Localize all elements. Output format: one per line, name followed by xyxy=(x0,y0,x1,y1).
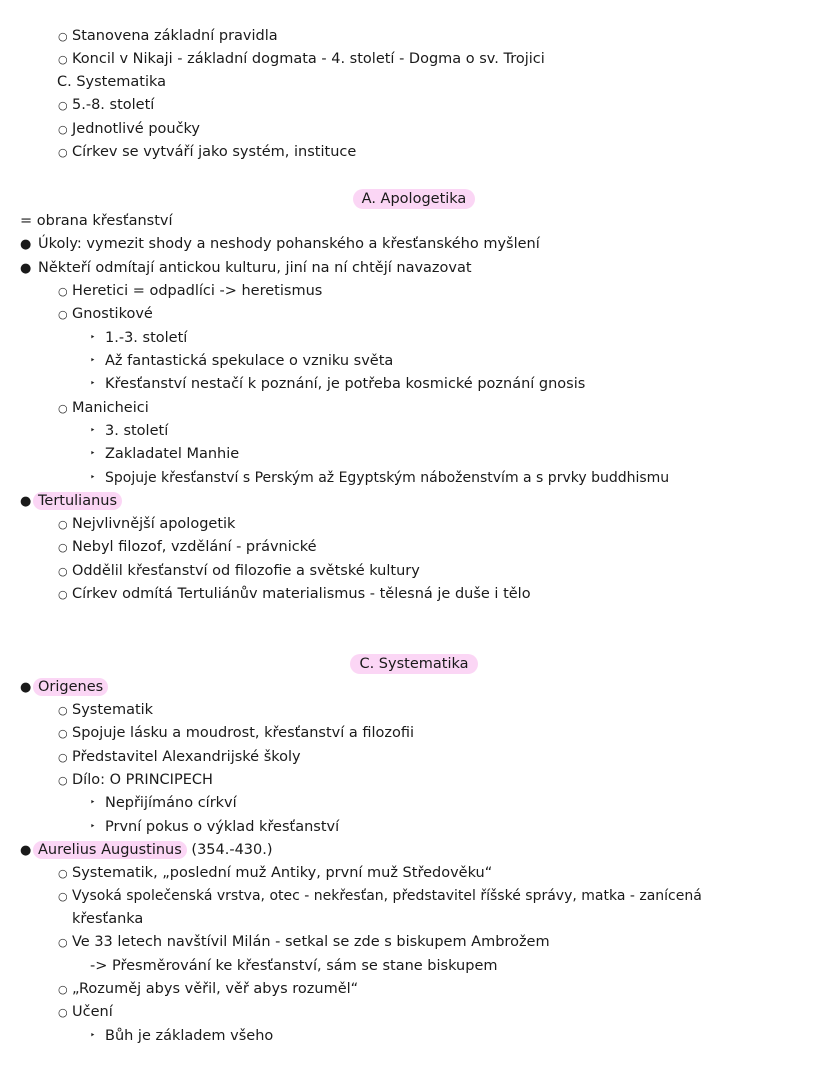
circle-bullet-icon: ○ xyxy=(58,123,68,136)
list-item-text: Systematik, „poslední muž Antiky, první muž Středověku“ xyxy=(72,865,493,881)
list-item-text: Křesťanství nestačí k poznání, je potřeba kosmické poznání gnosis xyxy=(105,376,586,392)
highlight-wrapper xyxy=(33,839,273,862)
circle-bullet-icon: ○ xyxy=(58,727,68,740)
list-item xyxy=(0,955,828,978)
triangle-bullet-icon: ‣ xyxy=(90,449,96,459)
section-heading-label: C. Systematika xyxy=(350,654,477,674)
list-item-text: Heretici = odpadlíci -> heretismus xyxy=(72,283,323,299)
triangle-bullet-icon: ‣ xyxy=(90,1031,96,1041)
list-item xyxy=(0,676,828,699)
list-item xyxy=(0,746,828,769)
list-item xyxy=(0,327,828,350)
list-item-text: Stanovena základní pravidla xyxy=(72,28,278,44)
list-item xyxy=(0,141,828,164)
highlight-wrapper xyxy=(33,490,122,513)
circle-bullet-icon: ○ xyxy=(58,565,68,578)
list-item-text: Systematik xyxy=(72,702,154,718)
circle-bullet-icon: ○ xyxy=(58,541,68,554)
highlighted-name: Aurelius Augustinus xyxy=(33,841,187,859)
list-item xyxy=(0,560,828,583)
list-item xyxy=(0,210,828,233)
list-item xyxy=(0,233,828,256)
list-item-text: Představitel Alexandrijské školy xyxy=(72,749,301,765)
list-item xyxy=(0,699,828,722)
list-item-text: Koncil v Nikaji - základní dogmata - 4. století - Dogma o sv. Trojici xyxy=(72,51,545,67)
circle-bullet-icon: ○ xyxy=(58,30,68,43)
highlighted-name: Origenes xyxy=(33,678,108,696)
list-item xyxy=(0,397,828,420)
circle-bullet-icon: ○ xyxy=(58,285,68,298)
list-item xyxy=(0,48,828,71)
circle-bullet-icon: ○ xyxy=(58,53,68,66)
circle-bullet-icon: ○ xyxy=(58,774,68,787)
list-item-text: Až fantastická spekulace o vzniku světa xyxy=(105,353,394,369)
list-item-text: Nepřijímáno církví xyxy=(105,795,237,811)
highlighted-name: Tertulianus xyxy=(33,492,122,510)
list-item-text: 1.-3. století xyxy=(105,330,188,346)
list-item-text: 3. století xyxy=(105,423,169,439)
list-item-text: Bůh je základem všeho xyxy=(105,1028,274,1044)
circle-bullet-icon: ○ xyxy=(58,936,68,949)
list-item-text: Manicheici xyxy=(72,400,149,416)
list-item xyxy=(0,583,828,606)
list-item xyxy=(0,862,828,885)
highlight-wrapper xyxy=(33,676,108,699)
list-item xyxy=(0,25,828,48)
section-heading-label: A. Apologetika xyxy=(353,189,476,209)
list-item-text: První pokus o výklad křesťanství xyxy=(105,819,340,835)
list-item-text: Gnostikové xyxy=(72,306,153,322)
circle-bullet-icon: ○ xyxy=(58,308,68,321)
list-item xyxy=(0,816,828,839)
list-item-text: -> Přesměrování ke křesťanství, sám se stane biskupem xyxy=(90,958,498,974)
dot-bullet-icon: ● xyxy=(20,237,32,252)
list-item-text: „Rozuměj abys věřil, věř abys rozuměl“ xyxy=(72,981,359,997)
list-item-text: Dílo: O PRINCIPECH xyxy=(72,772,213,788)
list-item-text: Nejvlivnější apologetik xyxy=(72,516,236,532)
circle-bullet-icon: ○ xyxy=(58,1006,68,1019)
triangle-bullet-icon: ‣ xyxy=(90,426,96,436)
list-item xyxy=(0,769,828,792)
triangle-bullet-icon: ‣ xyxy=(90,822,96,832)
list-item xyxy=(0,490,828,513)
circle-bullet-icon: ○ xyxy=(58,867,68,880)
list-item-text: Oddělil křesťanství od filozofie a světské kultury xyxy=(72,563,420,579)
list-item xyxy=(0,350,828,373)
list-item-text: Církev odmítá Tertuliánův materialismus - tělesná je duše i tělo xyxy=(72,586,531,602)
list-item xyxy=(0,420,828,443)
list-item xyxy=(0,536,828,559)
section-heading xyxy=(0,653,828,676)
circle-bullet-icon: ○ xyxy=(58,402,68,415)
list-item xyxy=(0,839,828,862)
list-item-continuation xyxy=(0,908,828,931)
dot-bullet-icon: ● xyxy=(20,843,32,858)
list-item-text: Někteří odmítají antickou kulturu, jiní na ní chtějí navazovat xyxy=(38,260,472,276)
triangle-bullet-icon: ‣ xyxy=(90,333,96,343)
list-item-text: křesťanka xyxy=(72,911,144,927)
circle-bullet-icon: ○ xyxy=(58,99,68,112)
list-item xyxy=(0,978,828,1001)
triangle-bullet-icon: ‣ xyxy=(90,798,96,808)
subheading-text: C. Systematika xyxy=(57,74,167,90)
list-item xyxy=(0,71,828,94)
list-item xyxy=(0,373,828,396)
list-item xyxy=(0,1025,828,1048)
list-item-text: Jednotlivé poučky xyxy=(72,121,201,137)
list-item xyxy=(0,257,828,280)
list-item-text: 5.-8. století xyxy=(72,97,155,113)
list-item-text: Církev se vytváří jako systém, instituce xyxy=(72,144,357,160)
list-item-text: Zakladatel Manhie xyxy=(105,446,240,462)
section-heading xyxy=(0,188,828,211)
list-item-text: Spojuje lásku a moudrost, křesťanství a filozofii xyxy=(72,725,415,741)
circle-bullet-icon: ○ xyxy=(58,146,68,159)
list-item-text: Nebyl filozof, vzdělání - právnické xyxy=(72,539,317,555)
list-item xyxy=(0,513,828,536)
list-item xyxy=(0,722,828,745)
circle-bullet-icon: ○ xyxy=(58,704,68,717)
list-item-text: Spojuje křesťanství s Perským až Egyptským náboženstvím a s prvky buddhismu xyxy=(105,470,670,486)
list-item xyxy=(0,792,828,815)
triangle-bullet-icon: ‣ xyxy=(90,356,96,366)
circle-bullet-icon: ○ xyxy=(58,890,68,903)
triangle-bullet-icon: ‣ xyxy=(90,379,96,389)
list-item xyxy=(0,280,828,303)
circle-bullet-icon: ○ xyxy=(58,983,68,996)
dot-bullet-icon: ● xyxy=(20,261,32,276)
list-item-text: Učení xyxy=(72,1004,113,1020)
circle-bullet-icon: ○ xyxy=(58,588,68,601)
list-item xyxy=(0,885,828,908)
circle-bullet-icon: ○ xyxy=(58,518,68,531)
list-item xyxy=(0,303,828,326)
list-item-text: Vysoká společenská vrstva, otec - nekřesťan, představitel říšské správy, matka - zanícená xyxy=(72,888,702,904)
dot-bullet-icon: ● xyxy=(20,494,32,509)
list-item xyxy=(0,443,828,466)
definition-text: = obrana křesťanství xyxy=(20,213,173,229)
list-item xyxy=(0,931,828,954)
dot-bullet-icon: ● xyxy=(20,680,32,695)
circle-bullet-icon: ○ xyxy=(58,751,68,764)
list-item-text: Úkoly: vymezit shody a neshody pohanského a křesťanského myšlení xyxy=(38,236,540,252)
list-item xyxy=(0,1001,828,1024)
list-item xyxy=(0,94,828,117)
years-text: (354.-430.) xyxy=(186,842,273,858)
list-item xyxy=(0,118,828,141)
list-item-text: Ve 33 letech navštívil Milán - setkal se zde s biskupem Ambrožem xyxy=(72,934,550,950)
list-item xyxy=(0,467,828,490)
triangle-bullet-icon: ‣ xyxy=(90,473,96,483)
